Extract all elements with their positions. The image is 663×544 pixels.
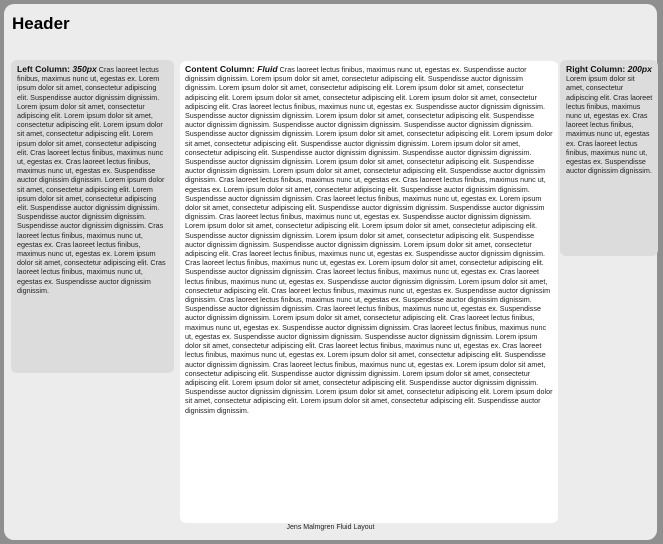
right-column-width: 200px xyxy=(627,64,652,74)
page-header: Header xyxy=(12,14,70,33)
left-column-title-prefix: Left Column: xyxy=(17,64,70,74)
right-column-title xyxy=(566,64,652,74)
content-column-text: Cras laoreet lectus finibus, maximus nunc ut, egestas ex. Suspendisse auctor dignissim dignissim. Lorem ipsum dolor sit amet, consectetur adipiscing elit. Suspendisse auctor dignissim dignissim. Lorem ipsum dolor sit amet, consectetur adipiscing elit. Lorem ipsum dolor sit amet, consectetur adipiscing elit. Lorem ipsum dolor sit amet, consectetur adipiscing elit. Lorem ipsum dolor sit amet, consectetur adipiscing elit. Cras laoreet lectus finibus, maximus nunc ut, egestas ex. Suspendisse auctor dignissim dignissim. Suspendisse auctor dignissim dignissim. Lorem ipsum dolor sit amet, consectetur adipiscing elit. Suspendisse auctor dignissim dignissim. Suspendisse auctor dignissim dignissim. Suspendisse auctor dignissim dignissim. Suspendisse auctor dignissim dignissim. Lorem ipsum dolor sit amet, consectetur adipiscing elit. Lorem ipsum dolor sit amet, consectetur adipiscing elit. Suspendisse auctor dignissim dignissim. Lorem ipsum dolor sit amet, consectetur adipiscing elit. Suspendisse auctor dignissim dignissim. Suspendisse auctor dignissim dignissim. Suspendisse auctor dignissim dignissim. Lorem ipsum dolor sit amet, consectetur adipiscing elit. Suspendisse auctor dignissim dignissim. Lorem ipsum dolor sit amet, consectetur adipiscing elit. Suspendisse auctor dignissim dignissim. Cras laoreet lectus finibus, maximus nunc ut, egestas ex. Cras laoreet lectus finibus, maximus nunc ut, egestas ex. Lorem ipsum dolor sit amet, consectetur adipiscing elit. Suspendisse auctor dignissim dignissim. Suspendisse auctor dignissim dignissim. Cras laoreet lectus finibus, maximus nunc ut, egestas ex. Lorem ipsum dolor sit amet, consectetur adipiscing elit. Suspendisse auctor dignissim dignissim. Suspendisse auctor dignissim dignissim. Cras laoreet lectus finibus, maximus nunc ut, egestas ex. Suspendisse auctor dignissim dignissim. Lorem ipsum dolor sit amet, consectetur adipiscing elit. Lorem ipsum dolor sit amet, consectetur adipiscing elit. Suspendisse auctor dignissim dignissim. Lorem ipsum dolor sit amet, consectetur adipiscing elit. Suspendisse auctor dignissim dignissim. Suspendisse auctor dignissim dignissim. Lorem ipsum dolor sit amet, consectetur adipiscing elit. Cras laoreet lectus finibus, maximus nunc ut, egestas ex. Suspendisse auctor dignissim dignissim. Cras laoreet lectus finibus, maximus nunc ut, egestas ex. Lorem ipsum dolor sit amet, consectetur adipiscing elit. Suspendisse auctor dignissim dignissim. Cras laoreet lectus finibus, maximus nunc ut, egestas ex. Cras laoreet lectus finibus, maximus nunc ut, egestas ex. Suspendisse auctor dignissim dignissim. Lorem ipsum dolor sit amet, consectetur adipiscing elit. Cras laoreet lectus finibus, maximus nunc ut, egestas ex. Suspendisse auctor dignissim dignissim. Cras laoreet lectus finibus, maximus nunc ut, egestas ex. Suspendisse auctor dignissim dignissim. Suspendisse auctor dignissim dignissim. Cras laoreet lectus finibus, maximus nunc ut, egestas ex. Suspendisse auctor dignissim dignissim. Lorem ipsum dolor sit amet, consectetur adipiscing elit. Cras laoreet lectus finibus, maximus nunc ut, egestas ex. Suspendisse auctor dignissim dignissim. Cras laoreet lectus finibus, maximus nunc ut, egestas ex. Suspendisse auctor dignissim dignissim. Suspendisse auctor dignissim dignissim. Lorem ipsum dolor sit amet, consectetur adipiscing elit. Cras laoreet lectus finibus, maximus nunc ut, egestas ex. Cras laoreet lectus finibus, maximus nunc ut, egestas ex. Lorem ipsum dolor sit amet, consectetur adipiscing elit. Suspendisse auctor dignissim dignissim. Cras laoreet lectus finibus, maximus nunc ut, egestas ex. Lorem ipsum dolor sit amet, consectetur adipiscing elit. Suspendisse auctor dignissim dignissim. Lorem ipsum dolor sit amet, consectetur adipiscing elit. Lorem ipsum dolor sit amet, consectetur adipiscing elit. Suspendisse auctor dignissim dignissim. Suspendisse auctor dignissim dignissim. Lorem ipsum dolor sit amet, consectetur adipiscing elit. Lorem ipsum dolor sit amet, consectetur adipiscing elit. Lorem ipsum dolor sit amet, consectetur adipiscing elit. Suspendisse auctor dignissim dignissim. xyxy=(185,65,553,415)
page-footer: Jens Malmgren Fluid Layout xyxy=(286,524,375,531)
right-column-text: Lorem ipsum dolor sit amet, consectetur adipiscing elit. Cras laoreet lectus finibus, maximus nunc ut, egestas ex. Cras laoreet lectus finibus, maximus nunc ut, egestas ex. Cras laoreet lectus finibus, maximus nunc ut, egestas ex. Suspendisse auctor dignissim dignissim. xyxy=(566,74,653,176)
right-column xyxy=(560,60,658,256)
content-column-title-prefix: Content Column: xyxy=(185,64,255,74)
page-container xyxy=(4,4,657,540)
left-column-title xyxy=(17,64,97,74)
content-column xyxy=(180,61,558,523)
left-column-width: 350px xyxy=(72,64,97,74)
left-column-text: Cras laoreet lectus finibus, maximus nunc ut, egestas ex. Lorem ipsum dolor sit amet, consectetur adipiscing elit. Suspendisse auctor dignissim dignissim. Lorem ipsum dolor sit amet, consectetur adipiscing elit. Lorem ipsum dolor sit amet, consectetur adipiscing elit. Lorem ipsum dolor sit amet, consectetur adipiscing elit. Lorem ipsum dolor sit amet, consectetur adipiscing elit. Cras laoreet lectus finibus, maximus nunc ut, egestas ex. Cras laoreet lectus finibus, maximus nunc ut, egestas ex. Suspendisse auctor dignissim dignissim. Lorem ipsum dolor sit amet, consectetur adipiscing elit. Lorem ipsum dolor sit amet, consectetur adipiscing elit. Suspendisse auctor dignissim dignissim. Suspendisse auctor dignissim dignissim. Suspendisse auctor dignissim dignissim. Cras laoreet lectus finibus, maximus nunc ut, egestas ex. Cras laoreet lectus finibus, maximus nunc ut, egestas ex. Lorem ipsum dolor sit amet, consectetur adipiscing elit. Cras laoreet lectus finibus, maximus nunc ut, egestas ex. Suspendisse auctor dignissim dignissim. xyxy=(17,65,166,295)
right-column-title-prefix: Right Column: xyxy=(566,64,626,74)
content-column-title xyxy=(185,64,278,74)
content-column-width: Fluid xyxy=(257,64,278,74)
left-column xyxy=(11,60,174,373)
